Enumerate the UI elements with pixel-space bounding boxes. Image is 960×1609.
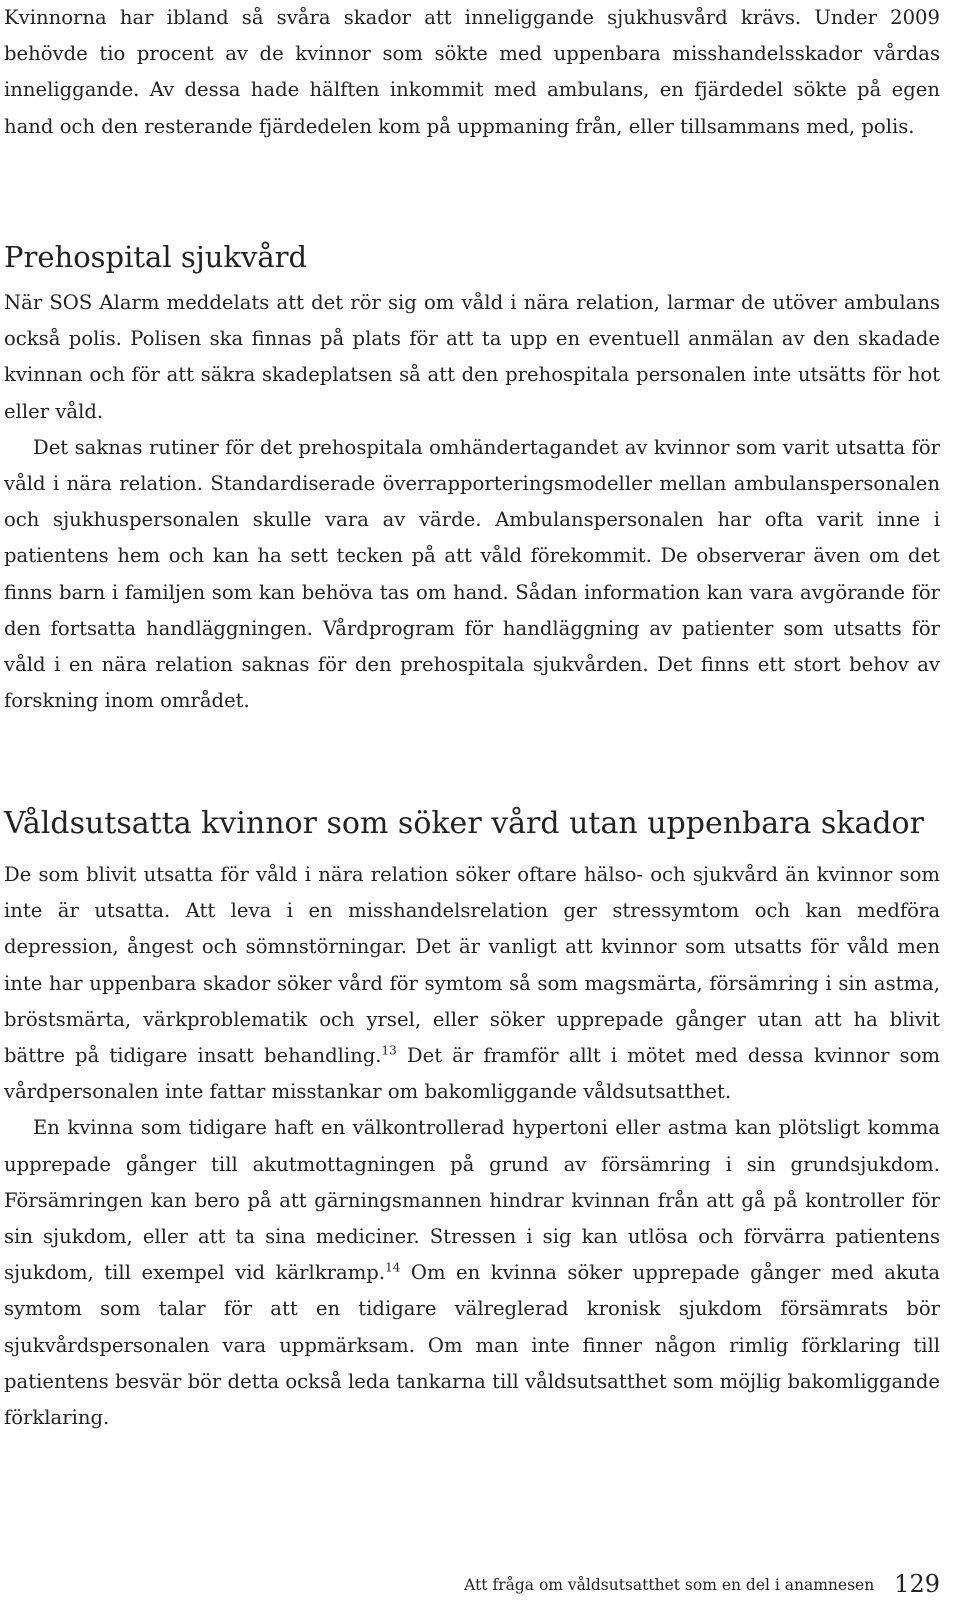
page-number: 129	[894, 1570, 940, 1598]
prehospital-paragraph-1: När SOS Alarm meddelats att det rör sig om våld i nära relation, larmar de utöver ambulans också polis. Polisen ska finnas på plats för att ta upp en eventuell anmälan av den skadade kvinnan och för att säkra skadeplatsen så att den prehospitala personalen inte utsätts för hot eller våld.	[4, 291, 940, 423]
paragraph-text: Det är framför allt i mötet med dessa kvinnor som vårdpersonalen inte fattar misstankar om bakomliggande våldsutsatthet.	[4, 1044, 940, 1104]
section-prehospital-body	[4, 285, 940, 719]
running-title: Att fråga om våldsutsatthet som en del i anamnesen	[464, 1576, 875, 1594]
intro-paragraph: Kvinnorna har ibland så svåra skador att inneliggande sjukhusvård krävs. Under 2009 behövde tio procent av de kvinnor som sökte med uppenbara misshandelsskador vårdas inneliggande. Av dessa hade hälften inkommit med ambulans, en fjärdedel sökte på egen hand och den resterande fjärdedelen kom på uppmaning från, eller tillsammans med, polis.	[4, 6, 940, 138]
section-no-visible-injuries-body	[4, 857, 940, 1436]
no-visible-injuries-paragraph-1	[4, 857, 940, 1110]
page-footer	[464, 1570, 940, 1598]
paragraph-text: Om en kvinna söker upprepade gånger med akuta symtom som talar för att en tidigare välreglerad kronisk sjukdom försämrats bör sjukvårdspersonalen vara uppmärksam. Om man inte finner någon rimlig förklaring till patientens besvär bör detta också leda tankarna till våldsutsatthet som möjlig bakomliggande förklaring.	[4, 1261, 940, 1430]
footnote-reference: 14	[385, 1260, 401, 1275]
footnote-reference: 13	[381, 1043, 397, 1058]
section-heading-no-visible-injuries: Våldsutsatta kvinnor som söker vård utan uppenbara skador	[4, 806, 924, 841]
intro-block	[4, 0, 940, 145]
no-visible-injuries-paragraph-2	[4, 1110, 940, 1436]
paragraph-text: En kvinna som tidigare haft en välkontrollerad hypertoni eller astma kan plötsligt komma upprepade gånger till akutmottagningen på grund av försämring i sin grundsjukdom. Försämringen kan bero på att gärningsmannen hindrar kvinnan från att gå på kontroller för sin sjukdom, eller att ta sina mediciner. Stressen i sig kan utlösa och förvärra patientens sjukdom, till exempel vid kärlkramp.	[4, 1116, 940, 1285]
prehospital-paragraph-2: Det saknas rutiner för det prehospitala omhändertagandet av kvinnor som varit utsatta för våld i nära relation. Standardiserade överrapporteringsmodeller mellan ambulanspersonalen och sjukhuspersonalen skulle vara av värde. Ambulanspersonalen har ofta varit inne i patientens hem och kan ha sett tecken på att våld förekommit. De observerar även om det finns barn i familjen som kan behöva tas om hand. Sådan information kan vara avgörande för den fortsatta handläggningen. Vårdprogram för handläggning av patienter som utsatts för våld i en nära relation saknas för den prehospitala sjukvården. Det finns ett stort behov av forskning inom området.	[4, 435, 940, 713]
section-heading-prehospital: Prehospital sjukvård	[4, 240, 308, 274]
paragraph-text: De som blivit utsatta för våld i nära relation söker oftare hälso- och sjukvård än kvinnor som inte är utsatta. Att leva i en misshandelsrelation ger stressymtom och kan medföra depression, ångest och sömnstörningar. Det är vanligt att kvinnor som utsatts för våld men inte har uppenbara skador söker vård för symtom så som magsmärta, försämring i sin astma, bröstsmärta, värkproblematik och yrsel, eller söker upprepade gånger utan att ha blivit bättre på tidigare insatt behandling.	[4, 863, 940, 1068]
